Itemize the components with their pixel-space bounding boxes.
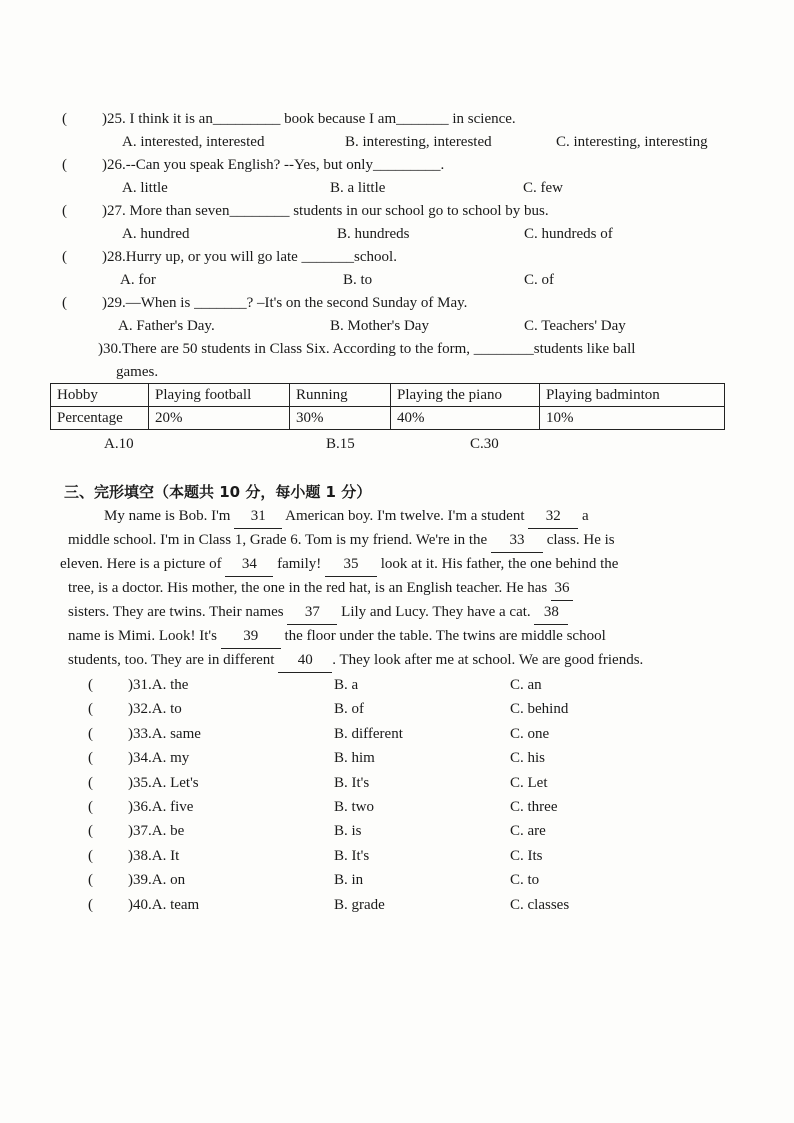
cloze-blank: 38: [534, 600, 568, 625]
passage-text: tree, is a doctor. His mother, the one in the red hat, is an English teacher. He has: [68, 580, 552, 596]
cloze-item-a: )39.A. on: [128, 872, 186, 888]
answer-paren: (: [88, 848, 93, 864]
cloze-blank: 35: [325, 552, 377, 577]
option-b: B. to: [343, 272, 373, 288]
passage-text: . They look after me at school. We are good friends.: [332, 652, 644, 668]
question-stem: )29.—When is _______? –It's on the second Sunday of May.: [102, 295, 468, 311]
answer-paren: (: [62, 295, 67, 311]
option-b: B. hundreds: [337, 226, 410, 242]
cloze-item-c: C. behind: [510, 701, 569, 717]
table-cell: Running: [290, 384, 391, 407]
cloze-item-c: C. three: [510, 799, 558, 815]
table-row: [51, 384, 725, 407]
cloze-item-b: B. grade: [334, 897, 385, 913]
cloze-blank: 34: [225, 552, 273, 577]
passage-text: American boy. I'm twelve. I'm a student: [282, 508, 529, 524]
cloze-blank: 36: [551, 576, 573, 601]
table-cell: 40%: [391, 407, 540, 430]
cloze-item-b: B. two: [334, 799, 375, 815]
cloze-blank: 40: [278, 648, 332, 673]
cloze-blank: 37: [287, 600, 337, 625]
table-cell: 20%: [149, 407, 290, 430]
cloze-item-a: )31.A. the: [128, 677, 189, 693]
answer-paren: (: [88, 897, 93, 913]
section-heading: 三、完形填空（本题共 10 分，每小题 1 分）: [64, 483, 372, 501]
option-b: B. Mother's Day: [330, 318, 429, 334]
cloze-item-a: )32.A. to: [128, 701, 182, 717]
q30-stem: )30.There are 50 students in Class Six. According to the form, ________students like ball: [98, 341, 636, 357]
cloze-item-c: C. Its: [510, 848, 543, 864]
option-a: A. for: [120, 272, 156, 288]
option-c: C. Teachers' Day: [524, 318, 626, 334]
passage-text: a: [578, 508, 589, 524]
answer-paren: (: [62, 249, 67, 265]
option-a: A. Father's Day.: [118, 318, 215, 334]
table-cell: 10%: [540, 407, 725, 430]
answer-paren: (: [88, 823, 93, 839]
answer-paren: (: [62, 157, 67, 173]
answer-paren: (: [88, 775, 93, 791]
passage-line: [104, 504, 589, 529]
q30-option-a: A.10: [104, 436, 134, 452]
option-c: C. few: [523, 180, 563, 196]
cloze-item-a: )36.A. five: [128, 799, 194, 815]
option-a: A. interested, interested: [122, 134, 265, 150]
question-stem: )25. I think it is an_________ book because I am_______ in science.: [102, 111, 516, 127]
option-c: C. of: [524, 272, 554, 288]
table-cell: 30%: [290, 407, 391, 430]
table-cell: Percentage: [51, 407, 149, 430]
q30-option-b: B.15: [326, 436, 355, 452]
hobby-table: [50, 383, 725, 430]
question-stem: )27. More than seven________ students in our school go to school by bus.: [102, 203, 549, 219]
passage-text: middle school. I'm in Class 1, Grade 6. Tom is my friend. We're in the: [68, 532, 491, 548]
answer-paren: (: [62, 111, 67, 127]
option-c: C. hundreds of: [524, 226, 613, 242]
cloze-item-b: B. It's: [334, 775, 370, 791]
passage-text: My name is Bob. I'm: [104, 508, 235, 524]
q30-option-c: C.30: [470, 436, 499, 452]
answer-paren: (: [88, 701, 93, 717]
passage-line: [68, 648, 643, 673]
passage-text: eleven. Here is a picture of: [60, 556, 226, 572]
cloze-item-c: C. one: [510, 726, 550, 742]
table-cell: Playing football: [149, 384, 290, 407]
answer-paren: (: [62, 203, 67, 219]
question-stem: )28.Hurry up, or you will go late _______school.: [102, 249, 397, 265]
cloze-blank: 33: [491, 528, 543, 553]
cloze-blank: 39: [221, 624, 281, 649]
passage-text: sisters. They are twins. Their names: [68, 604, 288, 620]
cloze-item-a: )33.A. same: [128, 726, 201, 742]
passage-text: look at it. His father, the one behind the: [377, 556, 619, 572]
cloze-item-b: B. in: [334, 872, 364, 888]
cloze-item-c: C. classes: [510, 897, 570, 913]
cloze-item-c: C. an: [510, 677, 542, 693]
answer-paren: (: [88, 750, 93, 766]
cloze-item-b: B. different: [334, 726, 403, 742]
answer-paren: (: [88, 726, 93, 742]
passage-text: Lily and Lucy. They have a cat.: [337, 604, 535, 620]
cloze-item-a: )35.A. Let's: [128, 775, 199, 791]
option-a: A. hundred: [122, 226, 190, 242]
answer-paren: (: [88, 872, 93, 888]
passage-line: [60, 552, 618, 577]
cloze-item-b: B. is: [334, 823, 362, 839]
cloze-passage: [60, 504, 730, 674]
table-cell: Playing the piano: [391, 384, 540, 407]
option-c: C. interesting, interesting: [556, 134, 708, 150]
cloze-item-a: )40.A. team: [128, 897, 200, 913]
passage-line: [68, 624, 606, 649]
passage-line: [68, 528, 615, 553]
cloze-item-c: C. Let: [510, 775, 548, 791]
cloze-item-a: )34.A. my: [128, 750, 190, 766]
option-b: B. a little: [330, 180, 386, 196]
cloze-blank: 31: [234, 504, 282, 529]
table-cell: Playing badminton: [540, 384, 725, 407]
cloze-item-c: C. are: [510, 823, 546, 839]
answer-paren: (: [88, 677, 93, 693]
q30-stem-cont: games.: [116, 364, 159, 380]
cloze-item-b: B. of: [334, 701, 364, 717]
cloze-item-b: B. a: [334, 677, 359, 693]
cloze-item-b: B. him: [334, 750, 375, 766]
cloze-item-a: )38.A. It: [128, 848, 180, 864]
cloze-item-c: C. his: [510, 750, 546, 766]
table-row: [51, 407, 725, 430]
passage-text: class. He is: [542, 532, 615, 548]
passage-line: [68, 576, 573, 601]
option-a: A. little: [122, 180, 168, 196]
passage-text: name is Mimi. Look! It's: [68, 628, 221, 644]
passage-text: the floor under the table. The twins are middle school: [280, 628, 606, 644]
option-b: B. interesting, interested: [345, 134, 492, 150]
passage-text: family!: [273, 556, 325, 572]
cloze-item-c: C. to: [510, 872, 540, 888]
cloze-item-b: B. It's: [334, 848, 370, 864]
answer-paren: (: [88, 799, 93, 815]
cloze-blank: 32: [528, 504, 578, 529]
passage-line: [68, 600, 568, 625]
cloze-item-a: )37.A. be: [128, 823, 185, 839]
table-cell: Hobby: [51, 384, 149, 407]
question-stem: )26.--Can you speak English? --Yes, but only_________.: [102, 157, 445, 173]
passage-text: students, too. They are in different: [68, 652, 279, 668]
